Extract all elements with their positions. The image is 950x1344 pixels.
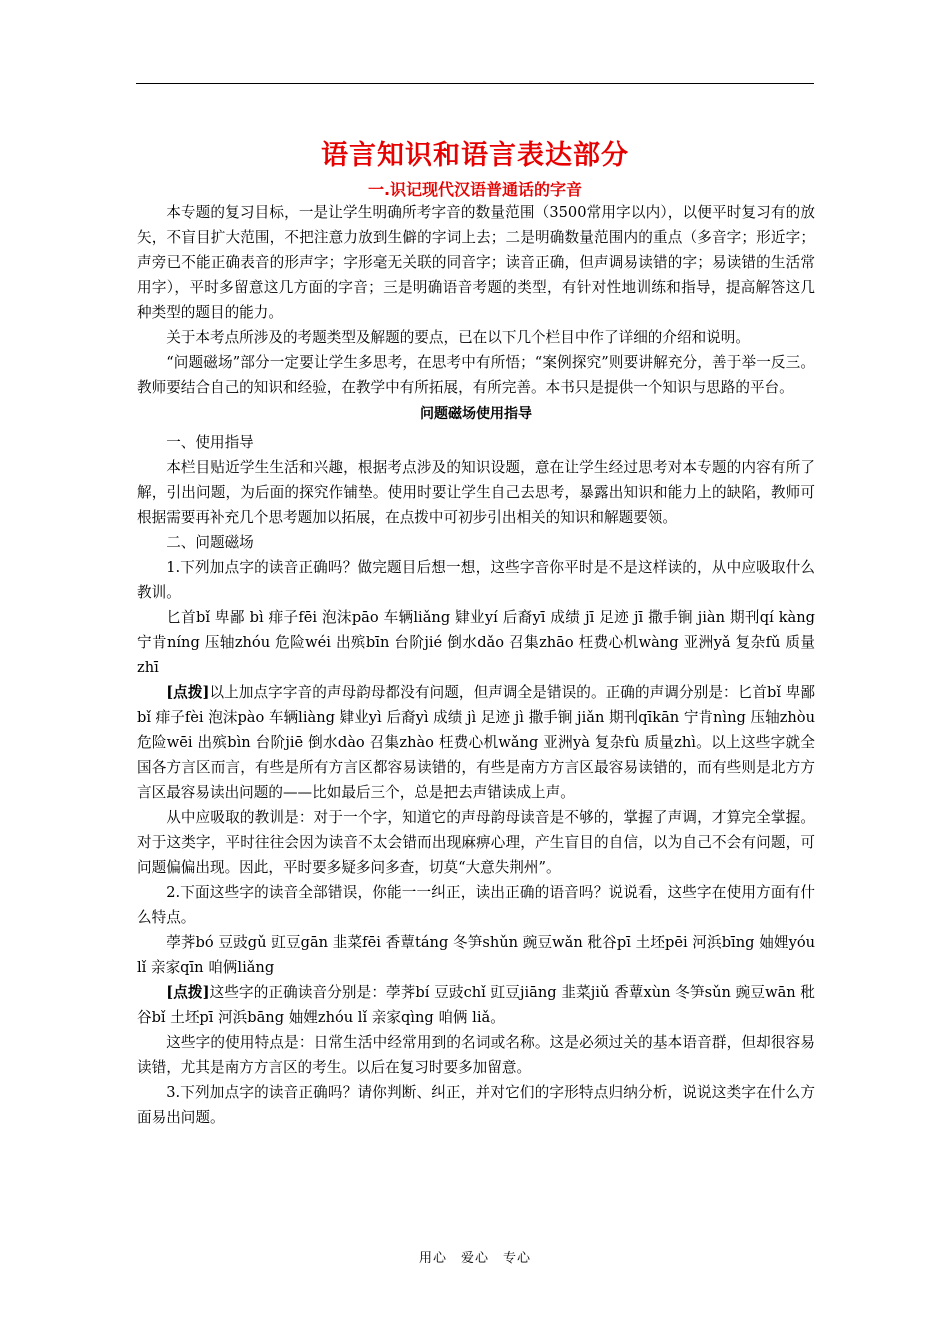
paragraph: 本专题的复习目标，一是让学生明确所考字音的数量范围（3500常用字以内），以便平时复习有的放矢，不盲目扩大范围，不把注意力放到生僻的字词上去；二是明确数量范围内的重点（多音字；形近字；声旁已不能正确表音的形声字；字形毫无关联的同音字；读音正确，但声调易读错的字；易读错的生活常用字），平时多留意这几方面的字音；三是明确语音考题的类型，有针对性地训练和指导，提高解答这几种类型的题目的能力。 bbox=[137, 204, 815, 321]
paragraph: 关于本考点所涉及的考题类型及解题的要点，已在以下几个栏目中作了详细的介绍和说明。 bbox=[166, 329, 750, 346]
hint-paragraph bbox=[137, 980, 815, 1030]
paragraph: 2.下面这些字的读音全部错误，你能一一纠正，读出正确的语音吗？说说看，这些字在使用方面有什么特点。 bbox=[137, 884, 815, 926]
paragraph: 1.下列加点字的读音正确吗？做完题目后想一想，这些字音你平时是不是这样读的，从中应吸取什么教训。 bbox=[137, 559, 815, 601]
page-footer: 用心 爱心 专心 bbox=[418, 1251, 531, 1266]
hint-text: 以上加点字字音的声母韵母都没有问题，但声调全是错误的。正确的声调分别是：匕首bǐ 卑鄙 bǐ 痱子fèi 泡沫pào 车辆liàng 肄业yì 后裔yì 成绩 jì 足迹 jì 撒手锏 jiǎn 期刊qīkān 宁肯nìng 压轴zhòu 危险wēi 出殡bìn 台阶jiē 倒水dào 召集zhào 枉费心机wǎng 亚洲yà 复杂fù 质量zhì。以上这些字就全国各方言区而言，有些是所有方言区都容易读错的，有些是南方方言区最容易读错的，而有些则是北方方言区最容易读出问题的——比如最后三个，总是把去声错读成上声。 bbox=[137, 684, 815, 801]
header-rule bbox=[136, 83, 814, 84]
main-title: 语言知识和语言表达部分 bbox=[321, 140, 629, 171]
paragraph: 一、使用指导 bbox=[166, 434, 254, 451]
word-list: 荸荠bó 豆豉gǔ 豇豆gān 韭菜fēi 香蕈táng 冬笋shǔn 豌豆wǎn 秕谷pī 土坯pēi 河浜bīng 妯娌yóu lǐ 亲家qīn 咱俩liǎng bbox=[137, 934, 815, 976]
hint-tag: [点拨] bbox=[166, 984, 210, 1001]
word-list: 匕首bǐ 卑鄙 bì 痱子fēi 泡沫pāo 车辆liǎng 肄业yí 后裔yī 成绩 jī 足迹 jī 撒手锏 jiàn 期刊qí kàng 宁肯níng 压轴zhóu 危险wéi 出殡bīn 台阶jié 倒水dǎo 召集zhāo 枉费心机wàng 亚洲yǎ 复杂fǔ 质量zhī bbox=[137, 609, 815, 676]
paragraph: “问题磁场”部分一定要让学生多思考，在思考中有所悟；“案例探究”则要讲解充分，善于举一反三。教师要结合自己的知识和经验，在教学中有所拓展，有所完善。本书只是提供一个知识与思路的平台。 bbox=[137, 354, 815, 396]
paragraph: 本栏目贴近学生生活和兴趣，根据考点涉及的知识设题，意在让学生经过思考对本专题的内容有所了解，引出问题，为后面的探究作铺垫。使用时要让学生自己去思考，暴露出知识和能力上的缺陷，教师可根据需要再补充几个思考题加以拓展，在点拨中可初步引出相关的知识和解题要领。 bbox=[137, 459, 815, 526]
paragraph: 二、问题磁场 bbox=[166, 534, 254, 551]
paragraph: 3.下列加点字的读音正确吗？请你判断、纠正，并对它们的字形特点归纳分析，说说这类字在什么方面易出问题。 bbox=[137, 1084, 815, 1126]
document-body bbox=[137, 200, 815, 1130]
hint-text: 这些字的正确读音分别是：荸荠bí 豆豉chǐ 豇豆jiāng 韭菜jiǔ 香蕈xùn 冬笋sǔn 豌豆wān 秕谷bǐ 土坯pī 河浜bāng 妯娌zhóu lǐ 亲家qìng 咱俩 liǎ。 bbox=[137, 984, 816, 1026]
paragraph: 这些字的使用特点是：日常生活中经常用到的名词或名称。这是必须过关的基本语音群，但却很容易读错，尤其是南方方言区的考生。以后在复习时要多加留意。 bbox=[137, 1034, 815, 1076]
subsection-heading: 问题磁场使用指导 bbox=[420, 406, 532, 422]
section-title: 一.识记现代汉语普通话的字音 bbox=[367, 180, 583, 199]
hint-paragraph bbox=[137, 680, 815, 805]
paragraph: 从中应吸取的教训是：对于一个字，知道它的声母韵母读音是不够的，掌握了声调，才算完全掌握。对于这类字，平时往往会因为读音不太会错而出现麻痹心理，产生盲目的自信，以为自己不会有问题，可问题偏偏出现。因此，平时要多疑多问多查，切莫“大意失荆州”。 bbox=[137, 809, 815, 876]
hint-tag: [点拨] bbox=[166, 684, 210, 701]
